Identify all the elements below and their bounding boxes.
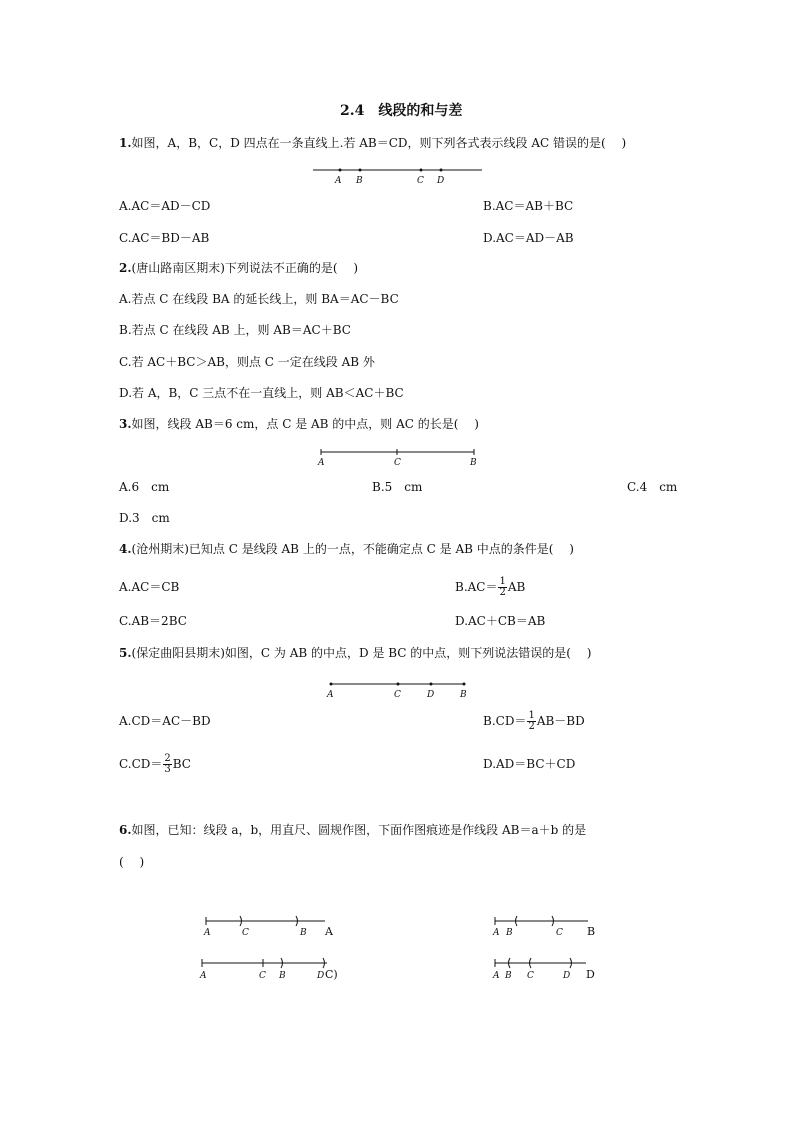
- point-label: A: [200, 971, 207, 981]
- option-text: C.CD＝: [119, 757, 163, 771]
- fraction: [527, 711, 535, 732]
- option-c: C.AB＝2BC: [119, 614, 187, 628]
- numerator: 2: [164, 753, 171, 764]
- option-d: D.3 cm: [119, 511, 170, 525]
- option-c: [119, 750, 191, 778]
- point-label: C: [259, 971, 266, 981]
- point-label: B: [506, 928, 513, 938]
- point-label: C: [394, 690, 401, 700]
- point-label: A: [493, 928, 500, 938]
- option-b: [483, 707, 585, 735]
- figure-tag: B: [587, 925, 596, 938]
- q1-figure: [310, 162, 485, 188]
- point-label: D: [437, 176, 445, 186]
- point-label: B: [505, 971, 512, 981]
- option-a: A.CD＝AC－BD: [119, 714, 211, 728]
- question-6: [119, 823, 586, 837]
- point-label: B: [460, 690, 467, 700]
- q3-figure: [315, 444, 480, 470]
- point-label: C: [527, 971, 534, 981]
- question-text: 如图，已知：线段 a，b，用直尺、圆规作图，下面作图痕迹是作线段 AB＝a＋b 的是: [131, 823, 587, 837]
- numerator: 1: [528, 710, 535, 721]
- question-number: 2.: [119, 261, 132, 275]
- page-title: 2.4 线段的和与差: [340, 103, 463, 119]
- option-b: [455, 573, 525, 601]
- fraction: [498, 577, 506, 598]
- option-d: D.AC＝AD－AB: [483, 231, 574, 245]
- question-text: (沧州期末)已知点 C 是线段 AB 上的一点，不能确定点 C 是 AB 中点的条件是( ): [131, 542, 574, 556]
- question-text: (保定曲阳县期末)如图，C 为 AB 的中点，D 是 BC 的中点，则下列说法错误的是( ): [131, 646, 592, 660]
- question-text: 如图，线段 AB＝6 cm，点 C 是 AB 的中点，则 AC 的长是( ): [131, 417, 479, 431]
- point-label: B: [300, 928, 307, 938]
- option-text: AB: [507, 580, 526, 594]
- question-text: 如图，A，B，C，D 四点在一条直线上.若 AB＝CD，则下列各式表示线段 AC 错误的是( ): [131, 136, 627, 150]
- option-c: C.若 AC＋BC＞AB，则点 C 一定在线段 AB 外: [119, 355, 375, 369]
- point-label: C: [556, 928, 563, 938]
- question-2: [119, 261, 358, 275]
- fraction: [163, 754, 171, 775]
- option-a: A.若点 C 在线段 BA 的延长线上，则 BA＝AC－BC: [119, 292, 399, 306]
- figure-tag: A: [325, 925, 333, 938]
- point-label: C: [394, 458, 401, 468]
- option-text: AB－BD: [536, 714, 585, 728]
- numerator: 1: [499, 576, 506, 587]
- option-d: D.AC＋CB＝AB: [455, 614, 546, 628]
- option-d: D.AD＝BC＋CD: [483, 757, 576, 771]
- option-b: B.5 cm: [372, 480, 423, 494]
- option-a: A.6 cm: [119, 480, 170, 494]
- question-text: (唐山路南区期末)下列说法不正确的是( ): [131, 261, 359, 275]
- option-d: D.若 A，B，C 三点不在一直线上，则 AB＜AC＋BC: [119, 386, 404, 400]
- figure-tag: D: [586, 968, 595, 981]
- option-c: C.AC＝BD－AB: [119, 231, 210, 245]
- option-a: A.AC＝AD－CD: [119, 199, 211, 213]
- point-label: D: [563, 971, 571, 981]
- question-number: 5.: [119, 646, 132, 660]
- point-label: C: [242, 928, 249, 938]
- point-label: B: [279, 971, 286, 981]
- question-6-bracket: ( ): [119, 855, 145, 869]
- question-number: 3.: [119, 417, 132, 431]
- denominator: 2: [499, 587, 506, 598]
- question-number: 4.: [119, 542, 132, 556]
- option-b: B.AC＝AB＋BC: [483, 199, 574, 213]
- denominator: 3: [164, 764, 171, 775]
- question-4: [119, 542, 574, 556]
- option-b: B.若点 C 在线段 AB 上，则 AB＝AC＋BC: [119, 323, 351, 337]
- option-text: B.CD＝: [483, 714, 527, 728]
- q6-figure-d: [490, 954, 610, 982]
- option-text: BC: [172, 757, 191, 771]
- q6-figure-a: [200, 912, 340, 938]
- point-label: A: [493, 971, 500, 981]
- point-label: C: [417, 176, 424, 186]
- question-number: 6.: [119, 823, 132, 837]
- point-label: B: [356, 176, 363, 186]
- figure-tag: C): [325, 968, 338, 981]
- q5-figure: [322, 676, 472, 702]
- point-label: B: [470, 458, 477, 468]
- option-c: C.4 cm: [627, 480, 678, 494]
- point-label: A: [204, 928, 211, 938]
- point-label: D: [317, 971, 325, 981]
- option-a: A.AC＝CB: [119, 580, 180, 594]
- q6-figure-b: [490, 912, 610, 938]
- question-1: [119, 136, 626, 150]
- denominator: 2: [528, 721, 535, 732]
- question-5: [119, 646, 591, 660]
- question-number: 1.: [119, 136, 132, 150]
- point-label: A: [335, 176, 342, 186]
- question-3: [119, 417, 479, 431]
- point-label: A: [318, 458, 325, 468]
- q6-figure-c: [195, 954, 350, 982]
- point-label: A: [327, 690, 334, 700]
- option-text: B.AC＝: [455, 580, 498, 594]
- point-label: D: [427, 690, 435, 700]
